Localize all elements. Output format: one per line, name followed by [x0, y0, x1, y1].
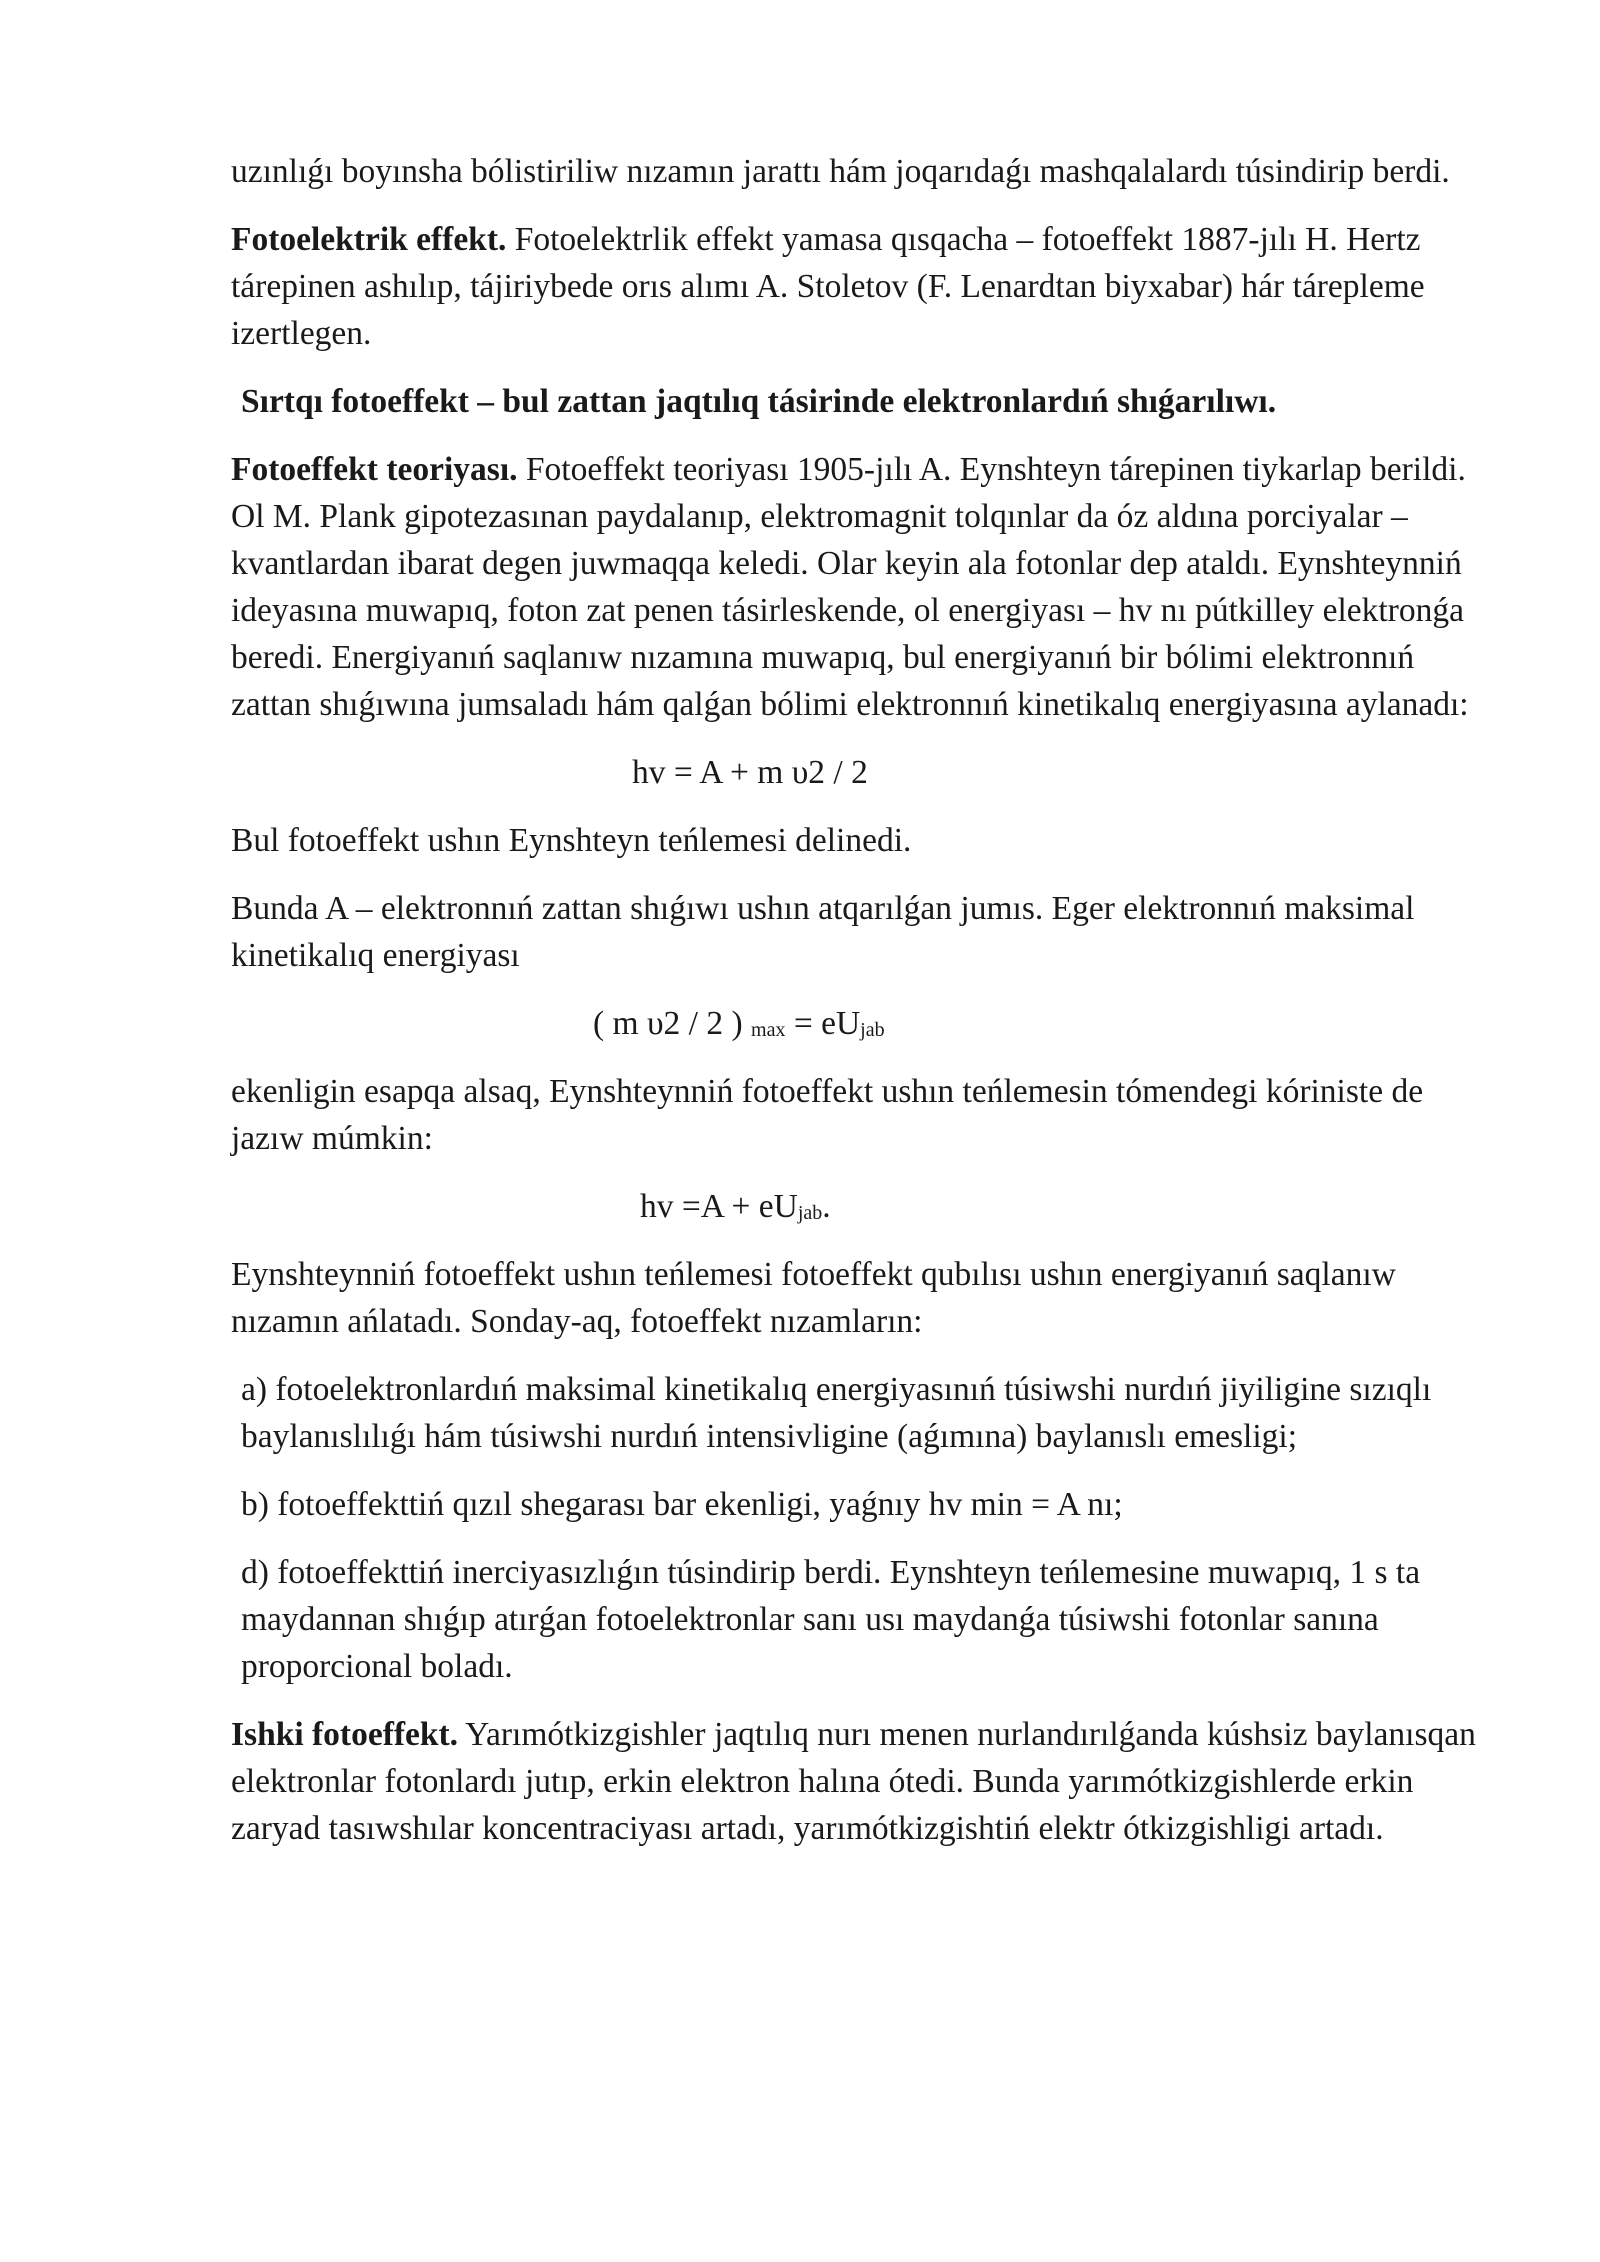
list-item-b: b) fotoeffekttiń qızıl shegarası bar ekenligi, yaǵnıy hv min = A nı; — [241, 1486, 1123, 1523]
paragraph-work-function: Bunda A – elektronnıń zattan shıǵıwı ushın atqarılǵan jumıs. Eger elektronnıń maksimal kinetikalıq energiyası — [231, 890, 1415, 974]
heading-photoeffect-theory: Fotoeffekt teoriyası. — [231, 451, 518, 488]
heading-internal-photoeffect: Ishki fotoeffekt. — [231, 1716, 459, 1753]
formula-max-kinetic-energy — [231, 1000, 1491, 1047]
formula-alt-subscript-jab: jab — [797, 1202, 823, 1224]
paragraph-energy-conservation: Eynshteynniń fotoeffekt ushın teńlemesi fotoeffekt qubılısı ushın energiyanıń saqlanıw nızamın ańlatadı. Sonday-aq, fotoeffekt nızamların: — [231, 1256, 1396, 1340]
paragraph-photoelectric-effect — [231, 216, 1491, 357]
paragraph-alternate-form: ekenligin esapqa alsaq, Eynshteynniń fotoeffekt ushın teńlemesin tómendegi kóriniste de jazıw múmkin: — [231, 1073, 1424, 1157]
formula-einstein-alternate — [231, 1183, 1491, 1230]
paragraph-photoeffect-theory-text: Fotoeffekt teoriyası 1905-jılı A. Eynshteyn tárepinen tiykarlap berildi. Ol M. Plank gipotezasınan paydalanıp, elektromagnit tolqınlar da óz aldına porciyalar – kvantlardan ibarat degen juwmaqqa keledi. Olar keyin ala fotonlar dep ataldı. Eynshteynniń ideyasına muwapıq, foton zat penen tásirleskende, ol energiyası – hv nı pútkilley elektronǵa beredi. Energiyanıń saqlanıw nızamına muwapıq, bul energiyanıń bir bólimi elektronnıń zattan shıǵıwına jumsaladı hám qalǵan bólimi elektronnıń kinetikalıq energiyasına aylanadı: — [231, 451, 1469, 723]
formula-subscript-jab: jab — [860, 1019, 885, 1041]
list-item-a: a) fotoelektronlardıń maksimal kinetikalıq energiyasınıń túsiwshi nurdıń jiyiligine sızıqlı baylanıslılıǵı hám túsiwshi nurdıń intensivligine (aǵımına) baylanıslı emesligi; — [241, 1371, 1432, 1455]
list-item-d: d) fotoeffekttiń inerciyasızlıǵın túsindirip berdi. Eynshteyn teńlemesine muwapıq, 1 s ta maydannan shıǵıp atırǵan fotoelektronlar sanı usı maydanǵa túsiwshi fotonlar sanına proporcional boladı. — [241, 1554, 1421, 1685]
paragraph-einstein-equation-note: Bul fotoeffekt ushın Eynshteyn teńlemesi delinedi. — [231, 822, 912, 859]
formula-max-kinetic-energy-main: ( m υ2 / 2 ) — [593, 1005, 752, 1042]
paragraph-photoeffect-theory — [231, 446, 1491, 728]
heading-photoelectric-effect: Fotoelektrik effekt. — [231, 221, 507, 258]
paragraph-internal-photoeffect-text: Yarımótkizgishler jaqtılıq nurı menen nurlandırılǵanda kúshsiz baylanısqan elektronlar fotonlardı jutıp, erkin elektron halına ótedi. Bunda yarımótkizgishlerde erkin zaryad tasıwshılar koncentraciyası artadı, yarımótkizgishtiń elektr ótkizgishligi artadı. — [231, 1716, 1476, 1847]
document-page — [231, 148, 1491, 1873]
paragraph-intro: uzınlıǵı boyınsha bólistiriliw nızamın jarattı hám joqarıdaǵı mashqalalardı túsindirip berdi. — [231, 153, 1450, 190]
formula-einstein-alternate-tail: . — [822, 1188, 831, 1225]
formula-max-kinetic-energy-equals: = eU — [785, 1005, 861, 1042]
paragraph-photoelectric-effect-text: Fotoelektrlik effekt yamasa qısqacha – fotoeffekt 1887-jılı H. Hertz tárepinen ashılıp, tájiriybede orıs alımı A. Stoletov (F. Lenardtan biyxabar) hár tárepleme izertlegen. — [231, 221, 1425, 352]
formula-einstein-alternate-main: hv =A + eU — [640, 1188, 798, 1225]
formula-subscript-max: max — [751, 1019, 786, 1041]
paragraph-internal-photoeffect — [231, 1711, 1491, 1852]
external-photoeffect-definition: Sırtqı fotoeffekt – bul zattan jaqtılıq tásirinde elektronlardıń shıǵarılıwı. — [241, 383, 1277, 420]
formula-einstein-equation: hv = A + m υ2 / 2 — [632, 754, 868, 791]
